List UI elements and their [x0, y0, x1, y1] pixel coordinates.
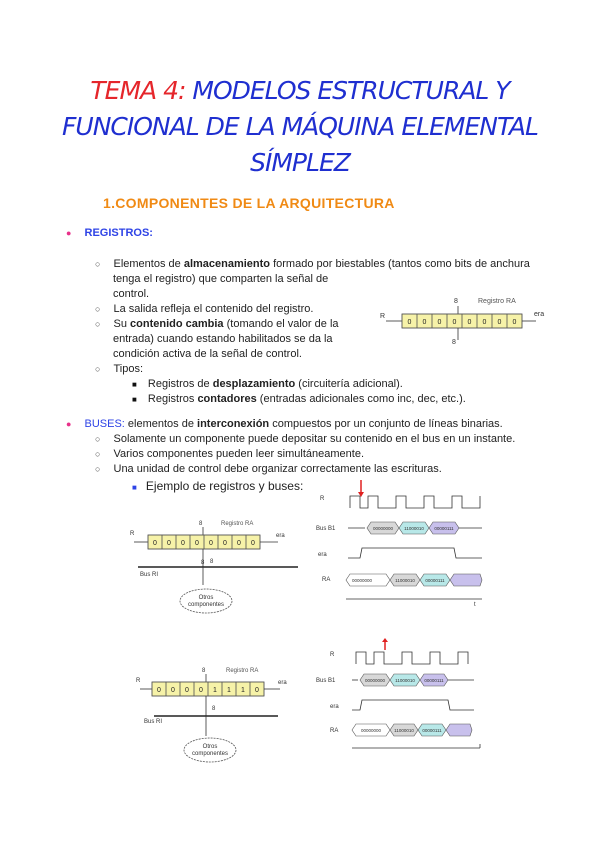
square-bullet-icon: ■	[132, 380, 137, 389]
svg-text:00000111: 00000111	[425, 578, 445, 583]
svg-text:Registro RA: Registro RA	[221, 521, 254, 527]
register-bus-diagram-1	[128, 515, 303, 625]
buses-item-1: ○ Solamente un componente puede depositar su contenido en el bus en un instante.	[95, 433, 516, 445]
svg-text:8: 8	[199, 521, 203, 527]
title-line-2: FUNCIONAL DE LA MÁQUINA ELEMENTAL	[62, 112, 538, 141]
svg-text:00000000: 00000000	[360, 728, 382, 733]
svg-text:8: 8	[452, 339, 456, 346]
svg-text:R: R	[380, 313, 386, 320]
svg-text:Bus B1: Bus B1	[316, 678, 336, 684]
circle-bullet-icon: ○	[95, 464, 101, 474]
svg-text:R: R	[136, 678, 141, 684]
pink-bullet-icon: ●	[66, 419, 72, 429]
buses-example: ■ Ejemplo de registros y buses:	[132, 479, 304, 493]
svg-text:RA: RA	[322, 577, 331, 583]
svg-text:Bus B1: Bus B1	[316, 526, 336, 532]
svg-text:00000111: 00000111	[424, 678, 444, 683]
tipo-2: ■ Registros contadores (entradas adicionales como inc, dec, etc.).	[132, 393, 466, 405]
svg-text:era: era	[330, 704, 339, 710]
register-bit-value: 0	[195, 540, 199, 547]
clock-signal	[356, 652, 468, 664]
svg-text:R: R	[130, 531, 135, 537]
registros-item-2: ○ La salida refleja el contenido del registro.	[95, 303, 314, 315]
title-line-1	[0, 76, 600, 105]
svg-text:00000111: 00000111	[422, 728, 442, 733]
register-bit-value: 0	[181, 540, 185, 547]
svg-text:8: 8	[212, 706, 216, 712]
register-bit-value: 1	[213, 687, 217, 694]
register-bit-value: 0	[482, 319, 487, 326]
svg-text:8: 8	[201, 560, 205, 566]
svg-text:00000111: 00000111	[434, 526, 454, 531]
svg-text:11000010: 11000010	[395, 678, 415, 683]
circle-bullet-icon: ○	[95, 434, 101, 444]
registros-item-1-line-2: tenga el registro) que comparten la señal de	[113, 273, 329, 285]
registros-item-3-line-2: entrada) cuando estando habilitados se da la	[113, 333, 333, 345]
registros-label: REGISTROS:	[84, 227, 153, 239]
register-bit-value: 1	[227, 687, 231, 694]
svg-text:00000000: 00000000	[351, 578, 373, 583]
register-bit-value: 0	[437, 319, 442, 326]
svg-text:8: 8	[210, 559, 214, 565]
register-bit-value: 0	[452, 319, 457, 326]
svg-text:Registro RA: Registro RA	[226, 668, 259, 674]
register-bus-diagram-2	[130, 660, 300, 770]
svg-text:11000010: 11000010	[395, 578, 415, 583]
buses-bullet: ● BUSES: elementos de interconexión compuestos por un conjunto de líneas binarias.	[66, 418, 503, 430]
pink-bullet-icon: ●	[66, 228, 72, 238]
tipo-1: ■ Registros de desplazamiento (circuitería adicional).	[132, 378, 403, 390]
title-line-3: SÍMPLEZ	[250, 148, 350, 177]
register-bit-value: 0	[185, 687, 189, 694]
registros-item-1: ○ Elementos de almacenamiento formado por biestables (tantos como bits de anchura	[95, 258, 530, 270]
svg-text:componentes: componentes	[187, 602, 225, 608]
svg-text:8: 8	[202, 668, 206, 674]
register-bit-value: 1	[241, 687, 245, 694]
svg-text:t: t	[474, 602, 476, 608]
register-bit-value: 0	[209, 540, 213, 547]
svg-text:componentes: componentes	[191, 751, 229, 757]
svg-text:Bus RI: Bus RI	[144, 719, 163, 725]
title-topic-number: TEMA 4:	[90, 76, 186, 105]
svg-text:00000000: 00000000	[372, 526, 394, 531]
clock-signal	[350, 496, 480, 508]
svg-text:Otros: Otros	[198, 595, 214, 601]
circle-bullet-icon: ○	[95, 319, 101, 329]
svg-text:era: era	[534, 311, 545, 318]
circle-bullet-icon: ○	[95, 259, 101, 269]
circle-bullet-icon: ○	[95, 449, 101, 459]
buses-label: BUSES:	[84, 418, 125, 430]
register-bit-value: 0	[407, 319, 412, 326]
register-bit-value: 0	[171, 687, 175, 694]
circle-bullet-icon: ○	[95, 304, 101, 314]
registros-item-1-line-3: control.	[113, 288, 150, 300]
register-bit-value: 0	[199, 687, 203, 694]
title-topic-name: MODELOS ESTRUCTURAL Y	[185, 76, 510, 105]
section-heading: 1.COMPONENTES DE LA ARQUITECTURA	[103, 195, 395, 211]
svg-text:RA: RA	[330, 728, 339, 734]
era-signal	[352, 700, 474, 710]
svg-text:era: era	[278, 680, 287, 686]
blue-square-bullet-icon: ■	[132, 483, 137, 492]
timing-diagram-1	[310, 480, 485, 610]
register-bit-value: 0	[467, 319, 472, 326]
svg-text:R: R	[330, 652, 335, 658]
buses-item-2: ○ Varios componentes pueden leer simultáneamente.	[95, 448, 365, 460]
svg-text:Bus RI: Bus RI	[140, 572, 159, 578]
register-diagram-small	[378, 292, 548, 348]
circle-bullet-icon: ○	[95, 364, 101, 374]
svg-text:era: era	[318, 552, 327, 558]
registros-item-3-line-3: condición activa de la señal de control.	[113, 348, 302, 360]
timing-diagram-2	[310, 636, 485, 761]
register-bit-value: 0	[497, 319, 502, 326]
svg-text:11000010: 11000010	[404, 526, 424, 531]
register-bit-value: 0	[512, 319, 517, 326]
register-bit-value: 0	[153, 540, 157, 547]
era-signal	[348, 548, 482, 558]
registros-item-3: ○ Su contenido cambia (tomando el valor de la	[95, 318, 339, 330]
svg-text:00000000: 00000000	[364, 678, 386, 683]
other-components-cloud	[184, 738, 236, 762]
registros-item-4: ○ Tipos:	[95, 363, 144, 375]
reg-name-label: Registro RA	[478, 298, 516, 305]
register-bit-value: 0	[422, 319, 427, 326]
register-bit-value: 0	[223, 540, 227, 547]
registros-bullet	[66, 226, 153, 241]
register-bit-value: 0	[157, 687, 161, 694]
svg-text:Otros: Otros	[202, 744, 218, 750]
svg-text:11000010: 11000010	[394, 728, 414, 733]
square-bullet-icon: ■	[132, 395, 137, 404]
svg-text:era: era	[276, 533, 285, 539]
register-bit-value: 0	[255, 687, 259, 694]
svg-text:8: 8	[454, 298, 458, 305]
register-bit-value: 0	[167, 540, 171, 547]
buses-item-3: ○ Una unidad de control debe organizar correctamente las escrituras.	[95, 463, 442, 475]
other-components-cloud	[180, 589, 232, 613]
svg-text:R: R	[320, 496, 325, 502]
register-bit-value: 0	[251, 540, 255, 547]
register-bit-value: 0	[237, 540, 241, 547]
